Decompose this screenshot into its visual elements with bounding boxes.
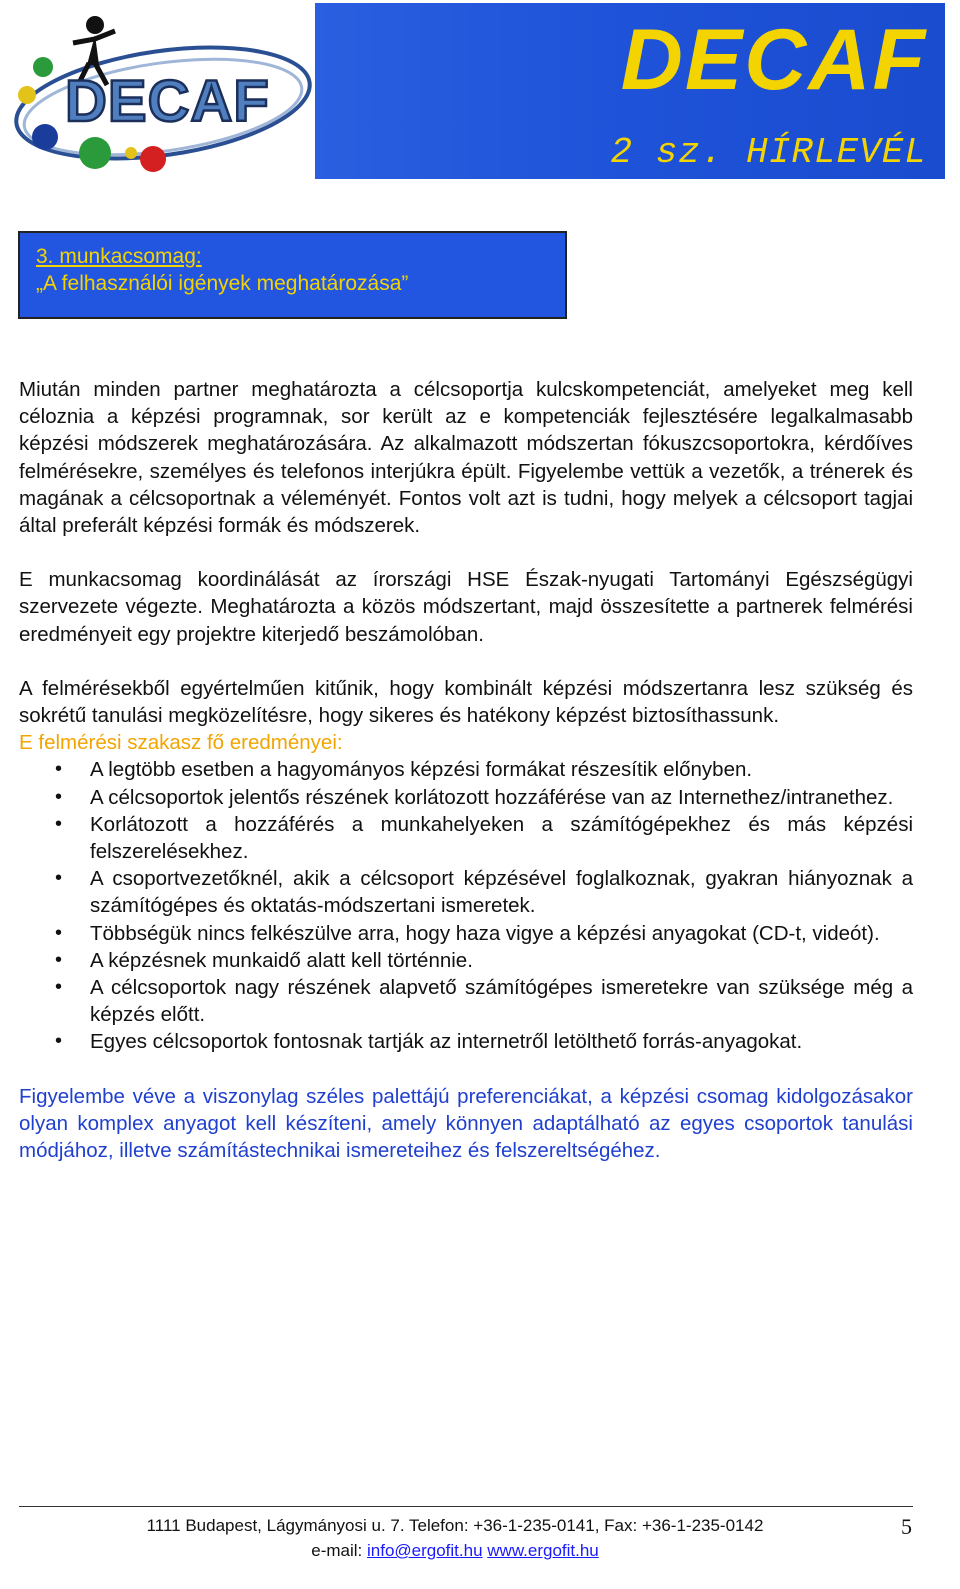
- footer-address: 1111 Budapest, Lágymányosi u. 7. Telefon: +36-1-235-0141, Fax: +36-1-235-0142: [146, 1516, 764, 1535]
- decaf-logo-graphic: [3, 3, 313, 179]
- paragraph-methodology: Miután minden partner meghatározta a célcsoportja kulcskompetenciát, amelyeket meg kell céloznia a képzési programnak, sor került az e kompetenciák fejlesztésére legalkalmasabb képzési módszerek meghatározására. Az alkalmazott módszertan fókuszcsoportokra, kérdőíves felmérésekre, személyes és telefonos interjúkra épült. Figyelembe vettük a vezetők, a trénerek és magának a célcsoportnak a véleményét. Fontos volt azt is tudni, hogy melyek a célcsoport tagjai által preferált képzési formák és módszerek.: [19, 378, 913, 538]
- decaf-logo: [3, 3, 313, 179]
- list-item: • A csoportvezetőknél, akik a célcsoport képzésével foglalkoznak, gyakran hiányoznak a számítógépes és oktatás-módszertani ismeretek.: [55, 867, 913, 918]
- bullet-icon: •: [55, 948, 63, 971]
- bullet-icon: •: [55, 1030, 63, 1053]
- bullet-icon: •: [55, 867, 63, 890]
- work-package-title: „A felhasználói igények meghatározása”: [36, 272, 409, 295]
- article-body: [19, 376, 913, 1164]
- list-item: • Korlátozott a hozzáférés a munkahelyeken a számítógépekhez és más képzési felszerelésekhez.: [55, 812, 913, 864]
- banner-title: DECAF: [620, 12, 927, 108]
- page-number: 5: [901, 1514, 912, 1539]
- website-link[interactable]: www.ergofit.hu: [487, 1541, 599, 1560]
- newsletter-header: [0, 0, 945, 182]
- list-item: • Egyes célcsoportok fontosnak tartják az internetről letölthető forrás-anyagokat.: [19, 1028, 913, 1055]
- bullet-icon: •: [55, 812, 63, 835]
- list-item: • Többségük nincs felkészülve arra, hogy haza vigye a képzési anyagokat (CD-t, videót).: [19, 920, 913, 947]
- paragraph-conclusion: A felmérésekből egyértelműen kitűnik, hogy kombinált képzési módszertanra lesz szükség és sokrétű tanulási megközelítésre, hogy sikeres és hatékony képzést biztosíthassunk.: [19, 676, 913, 728]
- decaf-logo-text: DECAF: [65, 69, 270, 134]
- bullet-icon: •: [55, 785, 63, 808]
- list-item: • A legtöbb esetben a hagyományos képzési formákat részesítik előnyben.: [19, 756, 913, 783]
- email-label: e-mail:: [311, 1541, 363, 1560]
- list-item: • A képzésnek munkaidő alatt kell történnie.: [19, 947, 913, 974]
- bullet-icon: •: [55, 976, 63, 999]
- work-package-box: [18, 231, 567, 319]
- paragraph-summary: Figyelembe véve a viszonylag széles palettájú preferenciákat, a képzési csomag kidolgozásakor olyan komplex anyagot kell készíteni, amely könnyen adaptálható az egyes csoportok tanulási módjához, illetve számítástechnikai ismereteihez és felszereltségéhez.: [19, 1084, 913, 1163]
- work-package-number: 3. munkacsomag:: [36, 245, 202, 268]
- list-item: • A célcsoportok nagy részének alapvető számítógépes ismeretekre van szüksége még a képzés előtt.: [55, 976, 913, 1027]
- bullet-icon: •: [55, 921, 63, 944]
- email-link[interactable]: info@ergofit.hu: [366, 1541, 483, 1560]
- banner-subtitle: 2 sz. HÍRLEVÉL: [610, 132, 927, 173]
- bullet-icon: •: [55, 758, 63, 781]
- results-heading: E felmérési szakasz fő eredményei:: [19, 731, 343, 755]
- results-list: [19, 756, 913, 1055]
- footer-divider: [19, 1506, 913, 1507]
- list-item: • A célcsoportok jelentős részének korlátozott hozzáférése van az Internethez/intranethez.: [19, 784, 913, 811]
- footer-contact: [0, 1541, 910, 1561]
- header-banner: [315, 3, 945, 179]
- paragraph-coordination: E munkacsomag koordinálását az írországi HSE Észak-nyugati Tartományi Egészségügyi szervezete végezte. Meghatározta a közös módszertant, majd összesítette a partnerek felmérési eredményeit egy projektre kiterjedő beszámolóban.: [19, 568, 913, 646]
